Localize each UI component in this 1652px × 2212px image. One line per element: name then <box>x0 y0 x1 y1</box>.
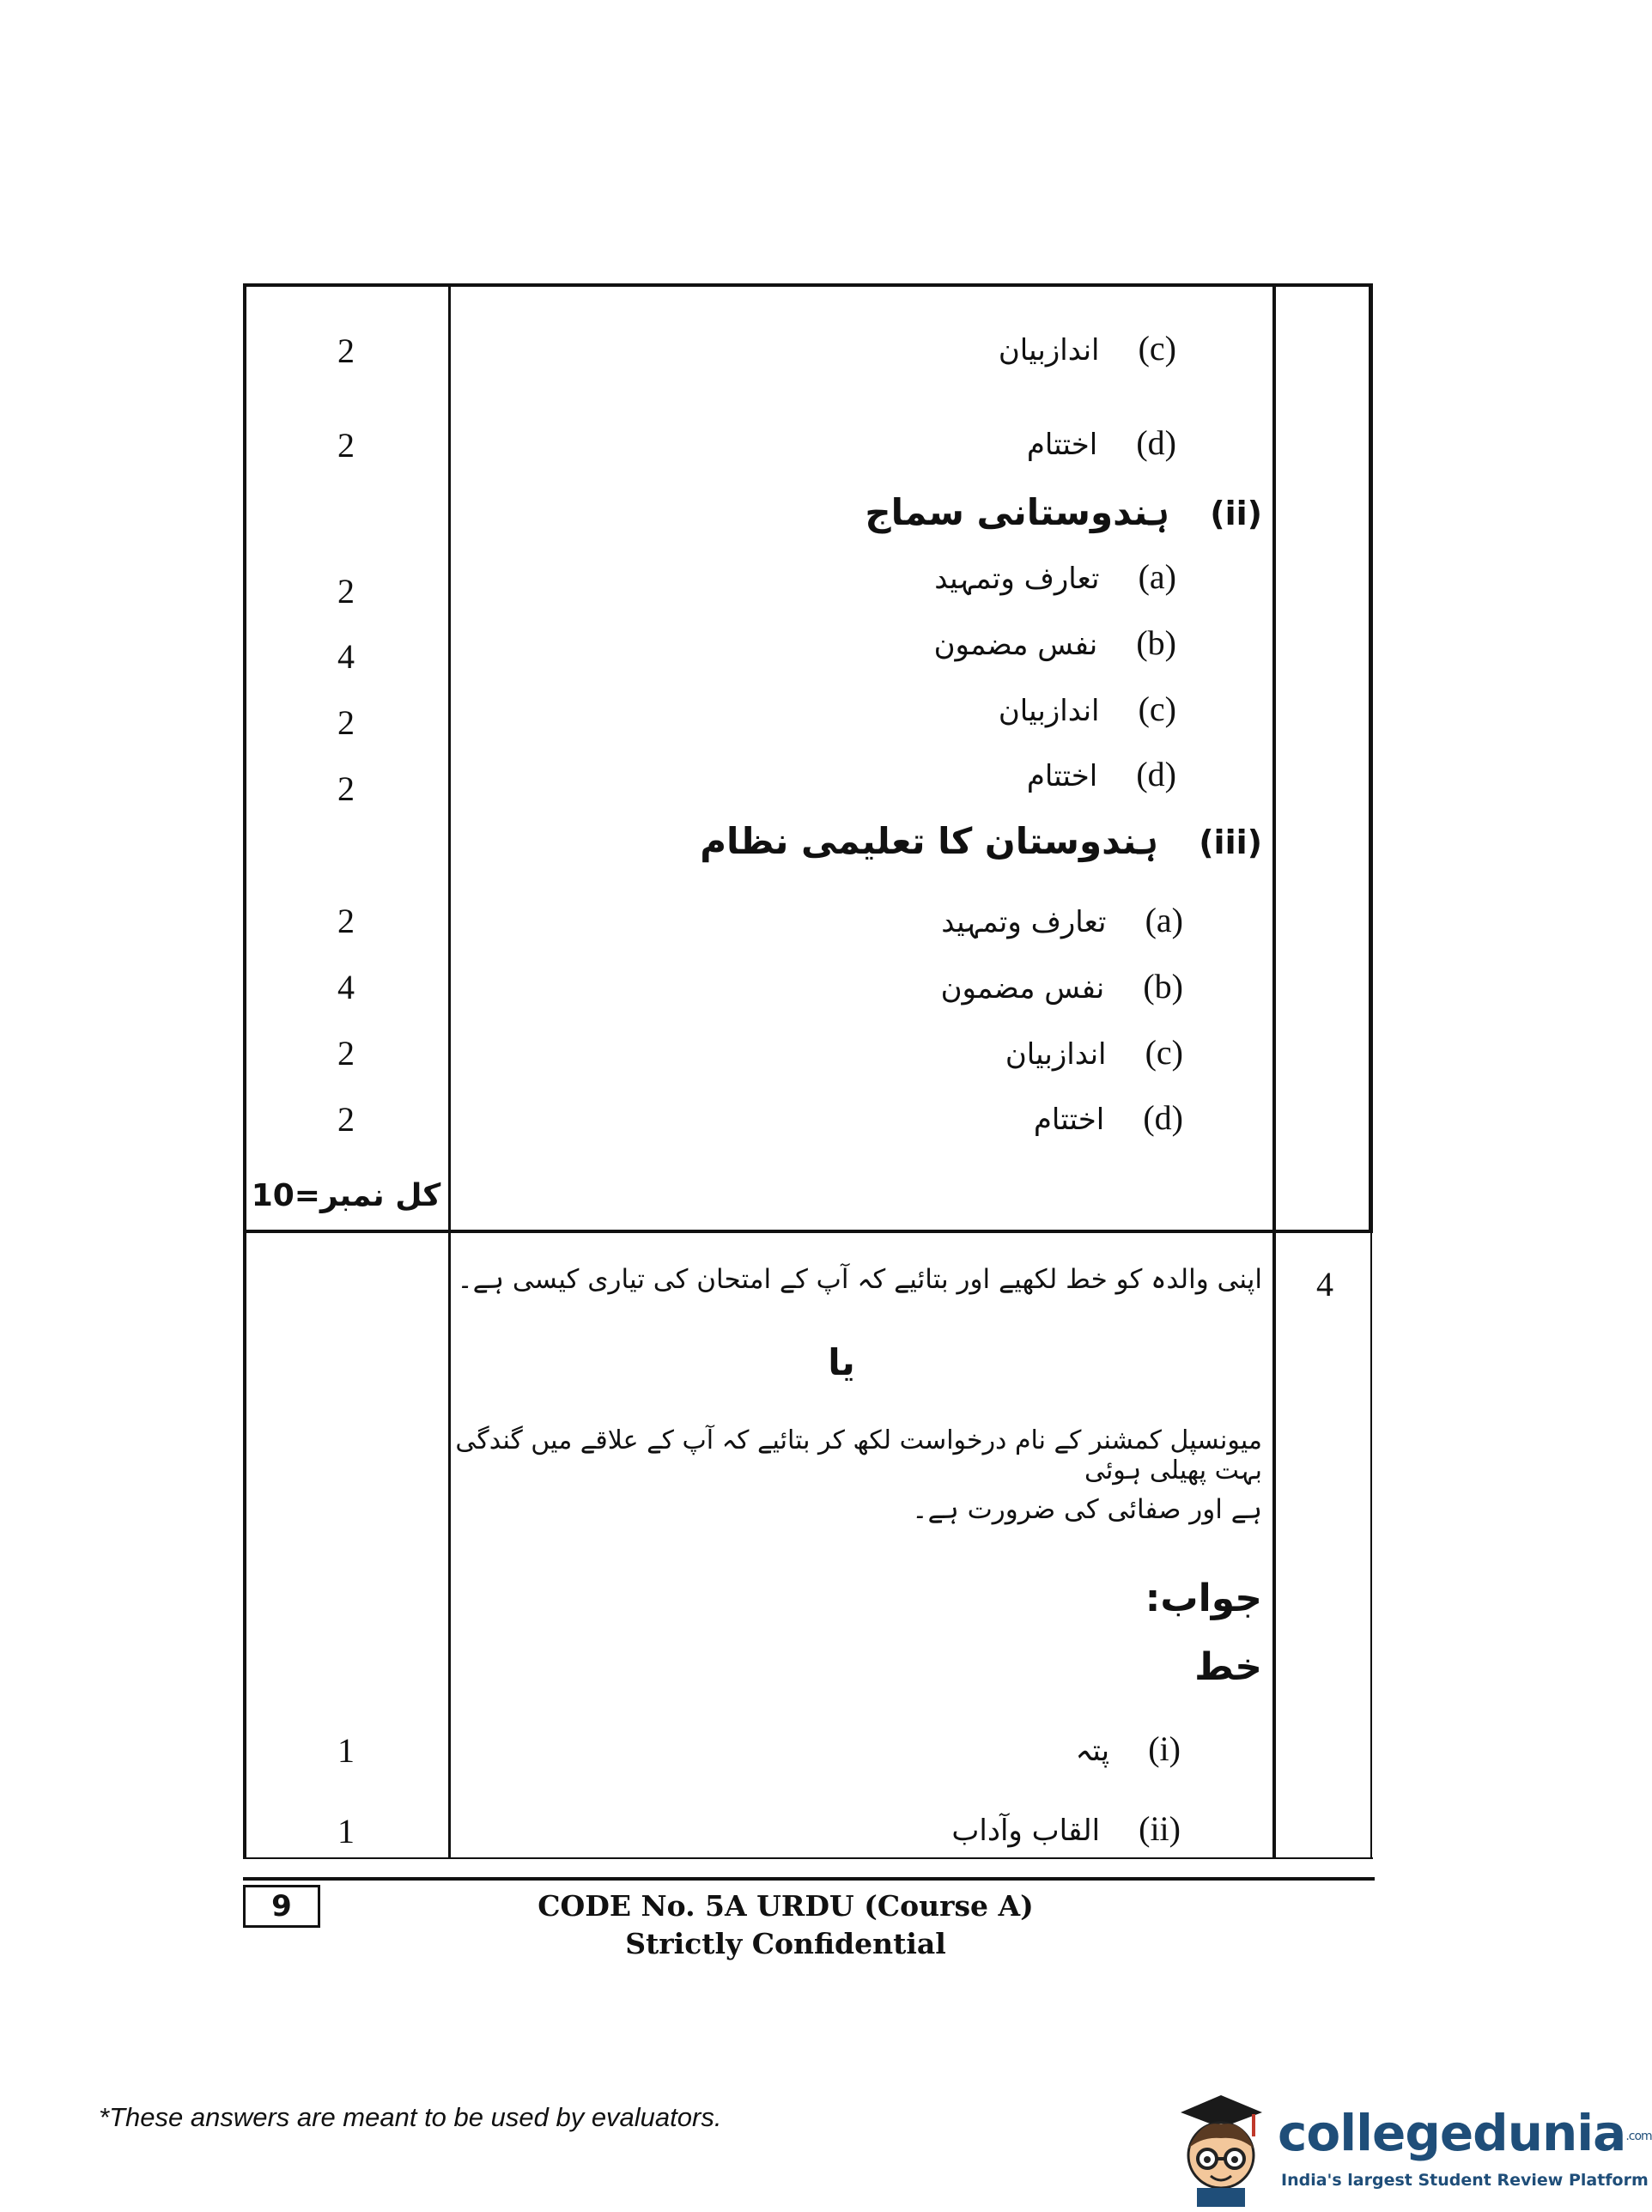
criteria-text: اندازبیان <box>1005 1037 1107 1072</box>
letter-heading: خط <box>1194 1645 1262 1689</box>
criteria-text: پتہ <box>1075 1734 1110 1768</box>
criteria-row <box>515 1097 1183 1140</box>
marks-value: 2 <box>337 1034 355 1073</box>
row-label: (ii) <box>1139 1809 1181 1848</box>
row-label: (b) <box>1136 623 1176 662</box>
answer-heading: جواب: <box>1145 1577 1262 1620</box>
criteria-row <box>515 422 1176 465</box>
question-text-2-line1: میونسپل کمشنر کے نام درخواست لکھ کر بتائیے کہ آپ کے علاقے میں گندگی بہت پھیلی ہوئی <box>455 1425 1262 1486</box>
section-title: ہندوستان کا تعلیمی نظام <box>700 820 1159 862</box>
criteria-text: اختتام <box>1033 1103 1105 1137</box>
row-label: (c) <box>1138 690 1176 728</box>
marks-value: 1 <box>337 1731 355 1770</box>
row-label: (a) <box>1145 901 1183 939</box>
marks-value: 1 <box>337 1812 355 1850</box>
code-line: CODE No. 5A URDU (Course A) <box>538 1889 1034 1923</box>
question-text-2-line2: ہے اور صفائی کی ضرورت ہے۔ <box>912 1494 1262 1525</box>
section-heading-iii <box>515 820 1262 872</box>
brand-tagline: India's largest Student Review Platform <box>1281 2171 1649 2190</box>
criteria-row <box>515 900 1183 943</box>
criteria-text: تعارف وتمہید <box>941 905 1107 939</box>
criteria-row <box>515 1808 1181 1851</box>
table-bottom-border <box>243 1857 1373 1859</box>
section-heading-ii <box>515 491 1262 543</box>
criteria-row <box>515 754 1176 797</box>
marks-value: 4 <box>337 637 355 676</box>
collegedunia-logo <box>1168 2087 1652 2207</box>
row-label: (c) <box>1138 329 1176 368</box>
marks-value: 4 <box>337 968 355 1006</box>
criteria-row <box>515 689 1176 732</box>
content-column-border <box>1272 283 1276 1859</box>
brand-suffix: .com <box>1625 2129 1652 2143</box>
criteria-row <box>515 328 1176 371</box>
marks-value: 2 <box>337 769 355 808</box>
marks-value: 2 <box>337 331 355 370</box>
section-title: ہندوستانی سماج <box>865 491 1170 533</box>
row-label: (d) <box>1143 1098 1183 1137</box>
criteria-text: تعارف وتمہید <box>934 562 1100 596</box>
row-label: (c) <box>1145 1033 1183 1072</box>
brand-name: collegedunia <box>1278 2104 1626 2162</box>
table-right-border <box>1369 283 1373 1233</box>
criteria-row <box>515 623 1176 665</box>
table-right-border-lower <box>1370 1233 1372 1859</box>
criteria-row <box>515 1729 1181 1771</box>
section-label: (iii) <box>1199 823 1262 861</box>
criteria-text: القاب وآداب <box>951 1814 1101 1848</box>
criteria-row <box>515 966 1183 1009</box>
row-label: (d) <box>1136 423 1176 462</box>
total-marks: کل نمبر=10 <box>251 1178 441 1213</box>
table-top-border <box>243 283 1373 287</box>
footer-rule <box>243 1877 1375 1881</box>
confidential-line: Strictly Confidential <box>625 1927 946 1960</box>
marks-value: 2 <box>337 1100 355 1139</box>
question-number: 4 <box>1316 1265 1333 1304</box>
criteria-text: نفس مضمون <box>940 971 1105 1006</box>
row-label: (a) <box>1138 557 1176 596</box>
question-text-1: اپنی والدہ کو خط لکھیے اور بتائیے کہ آپ کے امتحان کی تیاری کیسی ہے۔ <box>457 1264 1262 1295</box>
criteria-text: اندازبیان <box>998 333 1100 368</box>
evaluator-disclaimer: *These answers are meant to be used by evaluators. <box>99 2102 722 2132</box>
marks-value: 2 <box>337 572 355 611</box>
criteria-row <box>515 556 1176 599</box>
marks-value: 2 <box>337 902 355 940</box>
page-number: 9 <box>243 1885 320 1928</box>
section-label: (ii) <box>1210 495 1262 532</box>
criteria-text: اختتام <box>1026 759 1098 793</box>
or-separator: یا <box>828 1341 855 1383</box>
criteria-text: اندازبیان <box>998 694 1100 728</box>
criteria-text: نفس مضمون <box>933 628 1098 662</box>
criteria-row <box>515 1032 1183 1075</box>
marks-value: 2 <box>337 703 355 742</box>
criteria-text: اختتام <box>1026 428 1098 462</box>
row-label: (b) <box>1143 967 1183 1006</box>
row-label: (i) <box>1148 1729 1181 1768</box>
marks-value: 2 <box>337 426 355 465</box>
table-divider <box>243 1230 1373 1233</box>
row-label: (d) <box>1136 755 1176 793</box>
mascot-icon <box>1168 2087 1275 2207</box>
